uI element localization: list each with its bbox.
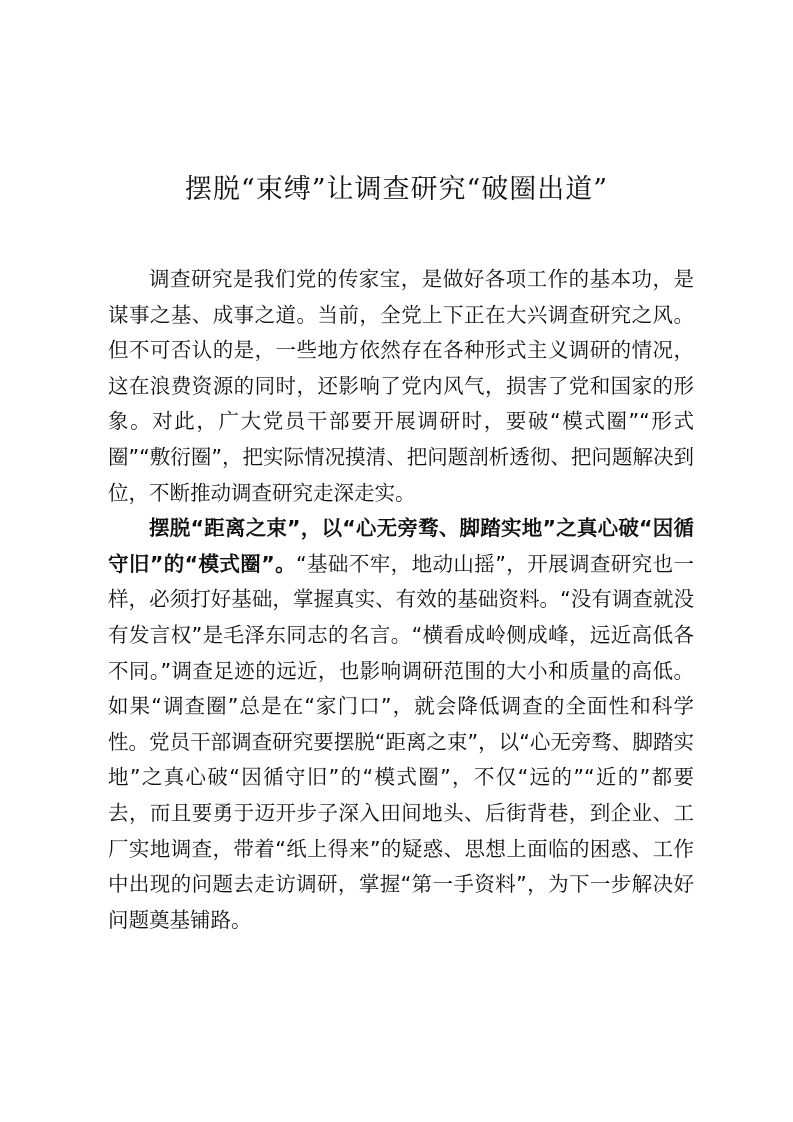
paragraph-text: “基础不牢，地动山摇”，开展调查研究也一样，必须打好基础，掌握真实、有效的基础资料。“没有调查就没有发言权”是毛泽东同志的名言。“横看成岭侧成峰，远近高低各不同。”调查足迹的远近，也影响调研范围的大小和质量的高低。如果“调查圈”总是在“家门口”，就会降低调查的全面性和科学性。党员干部调查研究要摆脱“距离之束”，以“心无旁骛、脚踏实地”之真心破“因循守旧”的“模式圈”，不仅“远的”“近的”都要去，而且要勇于迈开步子深入田间地头、后街背巷，到企业、工厂实地调查，带着“纸上得来”的疑惑、思想上面临的困惑、工作中出现的问题去走访调研，掌握“第一手资料”，为下一步解决好问题奠基铺路。	[108, 551, 694, 932]
paragraph-lead-sentence: 摆脱“距离之束”，以“心无旁骛、脚踏实地”之真心破“因循守旧”的“模式圈”。	[108, 516, 694, 576]
document-body	[108, 262, 694, 938]
paragraph-text: 调查研究是我们党的传家宝，是做好各项工作的基本功，是谋事之基、成事之道。当前，全党上下正在大兴调查研究之风。但不可否认的是，一些地方依然存在各种形式主义调研的情况，这在浪费资源的同时，还影响了党内风气，损害了党和国家的形象。对此，广大党员干部要开展调研时，要破“模式圈”“形式圈”“敷衍圈”，把实际情况摸清、把问题剖析透彻、把问题解决到位，不断推动调查研究走深走实。	[108, 267, 694, 505]
document-title: 摆脱“束缚”让调查研究“破圈出道”	[184, 174, 609, 205]
paragraph-intro	[108, 262, 694, 511]
paragraph-distance	[108, 511, 694, 938]
